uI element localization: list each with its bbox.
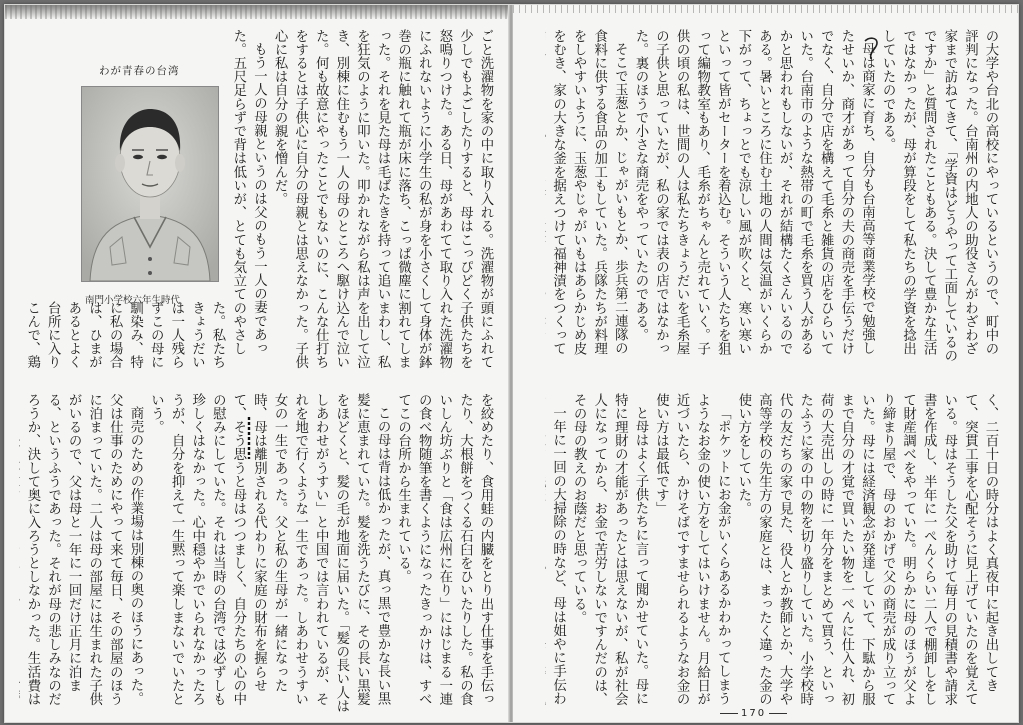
paragraph: ごと洗濯物を家の中に取り入れる。洗濯物が頭にふれて少しでもよごしたりすると、母はこっぴどく子供たちを怒鳴りつけた。ある日、母があわてて取り入れた洗濯物にふれないように小学生の私が身を小さくして身体が鉢巻の瓶に触れて瓶が床に落ち、こっぱ微塵に割れてしまった。それを見た母は毛ばたきを持って追いまわし、私を狂気のように叩いた。叩かれながら私は声を出して泣き、別棟に住むもう一人の母のところへ駆け込んで泣いた。何も故意にやったことでもないのに、こんな仕打ちをするとは子供心に自分の母親とは思えなかった。子供心に私は自分の親を憎んだ。 [272, 29, 493, 369]
paragraph: この母は背は低かったが、真っ黒で豊かな長い黒髪に恵まれていた。髪を洗うたびに、その長い黒髪をほどくと、髪の毛が地面に届いた。「髪の長い人はしあわせがうすい」と中国では言われているが、それを地で行くような一生であった。しあわせうすい女の一生であった。父と私の生母が一緒になった時、母は離別される代わりに家庭の財布を握らせて、そう思うと母はつつましく、自分たちの心の中の慰みにしていた。それは当時の台湾では必ずしも珍しくはなかった。心中穏やかでいられなかったろうが、自分を抑えて一生黙って楽しまないでいたという。 [148, 393, 391, 713]
paragraph: 母は商家に育ち、自分も台南高等商業学校で勉強したせいか、商才があって自分の夫の商売を手伝うだけでなく、自分で店を構えて毛糸と雑貨の店をひらいていた。台南市のような熱帯の町で毛糸を買う人があるかと思われもしないが、それが結構たくさんいるのである。暑いところに住む土地の人間は気温がいくらか下がって、ちょっとでも涼しい風が吹くと、寒い寒いといって皆がセーターを着込む。そういう人たちを狙って編物教室もあり、毛糸がちゃんと売れていく。子供の頃の私は、世間の人は私たちきょうだいを毛糸屋の子供と思っていたが、私の家では表の店ではなかった。裏のほうで小さな商売をやっていたのである。 [632, 29, 875, 356]
left-bottom-column [19, 393, 495, 713]
paragraph: と母はよく子供たちに言って聞かせていた。母に特に理財の才能があったとは思えないが、私が社会人になってから、お金で苦労しないですんだのは、その母の教えのお蔭だと思っている。 [571, 393, 648, 706]
portrait-photo-icon [82, 87, 218, 281]
paragraph: た。私たちきょうだいは一人残らずこの母に馴染み、特に私の場合は、ひまがあるとよく台所に入りこんで、鶏 [24, 301, 225, 369]
paragraph: の大学や台北の高校にやっているというので、町中の評判になった。台南州の内地人の助役さんがわざわざ家まで訪ねてきて、「学資はどうやって工面しているのですか」と質問されたこともある。決して豊かな生活ではなかったが、母が算段をして私たちの学資を捻出していたのである。 [880, 29, 998, 363]
paragraph: 一年に一回の大掃除の時など、母は姐やに手伝わ [550, 406, 566, 706]
book-spread [4, 4, 1019, 723]
page-number: 170 [717, 708, 790, 719]
right-bottom-column [545, 393, 1000, 713]
right-top-column [545, 29, 1000, 364]
photo-caption: 南門小学校六年生時代 [85, 295, 181, 306]
paragraph: く、二百十日の時分はよく真夜中に起き出してきて、突貫工事を心配そうに見上げていたのを覚えている。母はそうした父を助けて毎月の見積書や請求書を作成し、半年に一ぺんくらい二人で棚卸しをして財産調べをやっていた。明らかに母のほうが父より締まり屋で、母のおかげで父の商売が成り立っていた。母には経済観念が発達していて、下駄から服まで自分の才覚で買いたい物を一ぺんに仕入れ、初荷の大売出しの時に一年分をまとめて買う、といったふうに家の中の物を切り盛りしていた。小学校時代の友だちの家で見た、役人とか教師とか、大学や高等学校の先生方の家庭とは、まったく違った金の使い方をしていた。 [735, 393, 998, 706]
left-under-photo-column [19, 301, 227, 369]
paragraph: 「ポケットにお金がいくらあるかわかってしまうようなお金の使い方をしてはいけません。月給日が近づいたら、かけそばですませられるようなお金の使い方は最低です」 [653, 393, 731, 706]
paragraph: そこで玉葱とか、じゃがいもとか、歩兵第二連隊の食料に供する食品の加工もしていた。兵隊たちが料理をしやすいように、玉葱やじゃがいもはあらかじめ皮をむき、家の大きな釜を据えつけて福神漬をつくって [550, 29, 628, 356]
portrait-photo [81, 86, 219, 282]
running-head: わが青春の台湾 [99, 65, 180, 77]
scan-noise-top-right [513, 5, 1018, 13]
scan-noise-top [5, 5, 510, 19]
paragraph: を絞めたり、食用蛙の内臓をとり出す仕事を手伝ったり、大根餅をつくる石臼をひいたりした。私の食いしん坊ぶりと「食は広州に在り」にはじまる一連の食べ物随筆を書くようになったきっかけは、すべてこの台所から生まれている。 [395, 393, 493, 706]
left-top-column [227, 29, 495, 369]
underline-marker-icon [239, 415, 253, 461]
paragraph: もう一人の母親というのは父のもう一人の妻であった。五尺足らずで背は低いが、とても気立てのやさし [230, 29, 267, 356]
paragraph: 商売のための作業場は別棟の奥のほうにあった。父は仕事のためにやって来て毎日、その部屋のほうに泊まっていた。二人は母の部屋には生まれた子供がいるので、父は母と一年に一回だけ正月に泊まる、というふうであった。それが母の悲しみなのだろうか、決して奥に入ろうとしなかった。生活費は [24, 393, 143, 706]
